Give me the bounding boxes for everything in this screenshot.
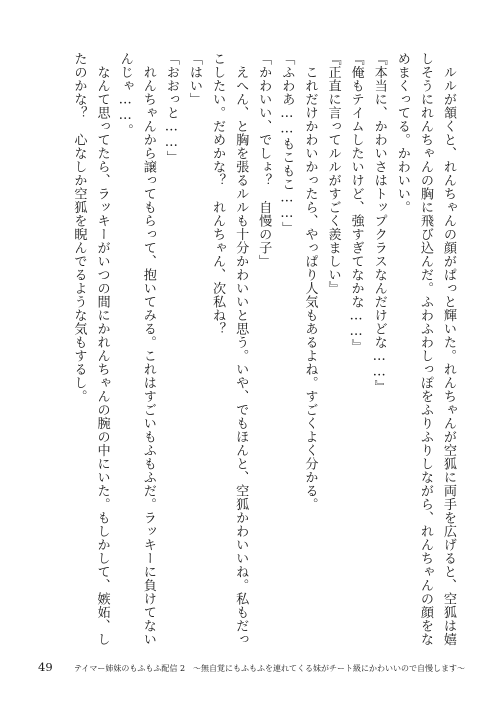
text-line: 「かわいい、でしょ？ 自慢の子」: [256, 52, 272, 268]
text-line: なんて思ってたら、ラッキーがいつの間にかれんちゃんの腕の中にいた。もしかして、嫉妬、し: [94, 52, 110, 646]
text-line: たのかな？ 心なしか空狐を睨んでるような気もするし。: [71, 52, 87, 403]
text-line: 『俺もテイムしたいけど、強すぎてなかな……』: [348, 52, 364, 353]
text-line: れんちゃんから譲ってもらって、抱いてみる。これはすごいもふもふだ。ラッキーに負けてない: [140, 52, 156, 646]
running-title: テイマー姉妹のもふもふ配信 2 ～無自覚にもふもふを連れてくる妹がチート級にかわいいので自慢します～: [73, 664, 466, 673]
text-line: 「はい」: [186, 52, 202, 106]
text-line: 「ふわあ……もこもこ……」: [279, 52, 295, 235]
text-line: 「おおっと……」: [163, 52, 179, 164]
page-footer: [38, 660, 468, 676]
page-number: 49: [38, 660, 53, 674]
text-line: 『本当に、かわいさはトップクラスなんだけどな……』: [371, 52, 387, 394]
vertical-text-body: [30, 52, 460, 652]
text-line: しそうにれんちゃんの胸に飛び込んだ。ふわふわしっぽをふりふりしながら、れんちゃんの顔をな: [417, 52, 433, 646]
text-line: こしたい。だめかな？ れんちゃん、次私ね？: [210, 52, 226, 336]
text-line: これだけかわいかったら、やっぱり人気もあるよね。すごくよく分かる。: [302, 52, 318, 511]
text-line: めまくってる。かわいい。: [394, 52, 410, 214]
text-line: えへん、と胸を張るルルも十分かわいいと思う。いや、でもほんと、空狐かわいいね。私もだっ: [233, 52, 249, 646]
text-line: 『正直に言ってルルがすごく羨ましい』: [325, 52, 341, 295]
text-line: んじゃ……。: [117, 52, 133, 137]
text-line: ルルが頷くと、れんちゃんの顔がぱっと輝いた。れんちゃんが空狐に両手を広げると、空狐は嬉: [441, 52, 456, 646]
